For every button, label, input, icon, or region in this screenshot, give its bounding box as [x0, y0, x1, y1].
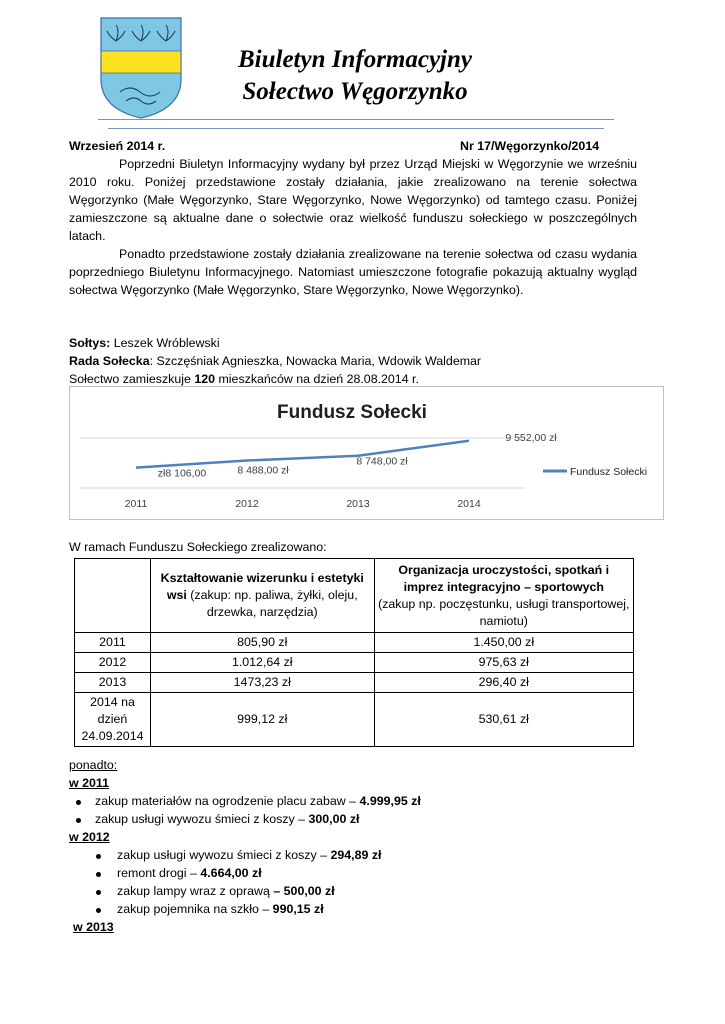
- row-value-a: 999,12 zł: [150, 693, 374, 747]
- table-corner: [75, 559, 151, 633]
- data-label: 8 748,00 zł: [356, 455, 408, 468]
- list-item: zakup usługi wywozu śmieci z koszy – 294,89 zł: [117, 848, 382, 862]
- table-row: [75, 653, 634, 673]
- population-line: Sołectwo zamieszkuje 120 mieszkańców na dzień 28.08.2014 r.: [69, 372, 419, 386]
- row-year: 2014 na dzień 24.09.2014: [75, 693, 151, 747]
- row-value-b: 530,61 zł: [374, 693, 633, 747]
- bullet-icon: [96, 872, 101, 877]
- year-2012-heading: w 2012: [69, 830, 110, 844]
- year-2013-heading: w 2013: [73, 920, 114, 934]
- list-item: zakup usługi wywozu śmieci z koszy – 300,00 zł: [95, 812, 360, 826]
- fund-table: [74, 558, 634, 747]
- list-item: zakup lampy wraz z oprawą – 500,00 zł: [117, 884, 335, 898]
- list-item: remont drogi – 4.664,00 zł: [117, 866, 262, 880]
- row-value-a: 805,90 zł: [150, 633, 374, 653]
- chart-title: Fundusz Sołecki: [277, 402, 427, 423]
- series-line-fundusz: [136, 441, 469, 468]
- ponadto-label: ponadto:: [69, 758, 118, 772]
- fund-table-intro: W ramach Funduszu Sołeckiego zrealizowano:: [69, 540, 327, 554]
- row-value-a: 1473,23 zł: [150, 673, 374, 693]
- fund-chart-svg: [70, 387, 663, 519]
- table-row: [75, 693, 634, 747]
- header-rule-2: [108, 128, 604, 129]
- intro-paragraph-1: Poprzedni Biuletyn Informacyjny wydany był przez Urząd Miejski w Węgorzynie we wrześniu 2010 roku. Poniżej przedstawione zostały działania, jakie zrealizowano na terenie sołectwa Węgorzynko (Małe Węgorzynko, Stare Węgorzynko, Nowe Węgorzynko) od tamtego czasu. Poniżej zamieszczone są aktualne dane o sołectwie oraz wielkość funduszu sołeckiego w poszczególnych latach.: [69, 157, 637, 243]
- intro-paragraph-2: Ponadto przedstawione zostały działania zrealizowane na terenie sołectwa od czasu wydania poprzedniego Biuletynu Informacyjnego. Natomiast umieszczone fotografie pokazują aktualny wygląd sołectwa Węgorzynko (Małe Węgorzynko, Stare Węgorzynko, Nowe Węgorzynko).: [69, 247, 637, 297]
- fund-chart: [69, 386, 664, 520]
- title-line-1: Biuletyn Informacyjny: [237, 46, 473, 73]
- table-row: [75, 673, 634, 693]
- list-item: zakup pojemnika na szkło – 990,15 zł: [117, 902, 324, 916]
- row-value-b: 296,40 zł: [374, 673, 633, 693]
- x-tick-label: 2011: [124, 498, 148, 510]
- row-value-a: 1.012,64 zł: [150, 653, 374, 673]
- legend-label: Fundusz Sołecki: [570, 466, 648, 478]
- issue-date: Wrzesień 2014 r.: [69, 139, 166, 153]
- col-header-estetyka: Kształtowanie wizerunku i estetyki wsi (zakup: np. paliwa, żyłki, oleju, drzewka, narzędzia): [150, 559, 374, 633]
- bullet-icon: [96, 890, 101, 895]
- title-line-2: Sołectwo Węgorzynko: [242, 78, 468, 105]
- x-tick-label: 2012: [235, 498, 259, 510]
- table-row: [75, 633, 634, 653]
- bullet-icon: [76, 800, 81, 805]
- row-year: 2013: [75, 673, 151, 693]
- x-tick-label: 2013: [346, 498, 370, 510]
- coat-of-arms-icon: [100, 17, 182, 119]
- row-year: 2011: [75, 633, 151, 653]
- issue-number: Nr 17/Węgorzynko/2014: [460, 139, 600, 153]
- bullet-icon: [76, 818, 81, 823]
- year-2011-heading: w 2011: [69, 776, 109, 790]
- row-value-b: 975,63 zł: [374, 653, 633, 673]
- col-header-imprezy: Organizacja uroczystości, spotkań i imprez integracyjno – sportowych (zakup np. poczęstunku, usługi transportowej, namiotu): [374, 559, 633, 633]
- row-value-b: 1.450,00 zł: [374, 633, 633, 653]
- list-item: zakup materiałów na ogrodzenie placu zabaw – 4.999,95 zł: [95, 794, 421, 808]
- bullet-icon: [96, 854, 101, 859]
- row-year: 2012: [75, 653, 151, 673]
- bullet-icon: [96, 908, 101, 913]
- data-label: 8 488,00 zł: [237, 464, 289, 477]
- header-rule: [98, 119, 614, 120]
- x-tick-label: 2014: [457, 498, 481, 510]
- data-label: zł8 106,00: [157, 467, 207, 480]
- data-label: 9 552,00 zł: [505, 431, 557, 444]
- rada-line: Rada Sołecka: Szczęśniak Agnieszka, Nowacka Maria, Wdowik Waldemar: [69, 354, 482, 368]
- soltys-line: Sołtys: Leszek Wróblewski: [69, 336, 220, 350]
